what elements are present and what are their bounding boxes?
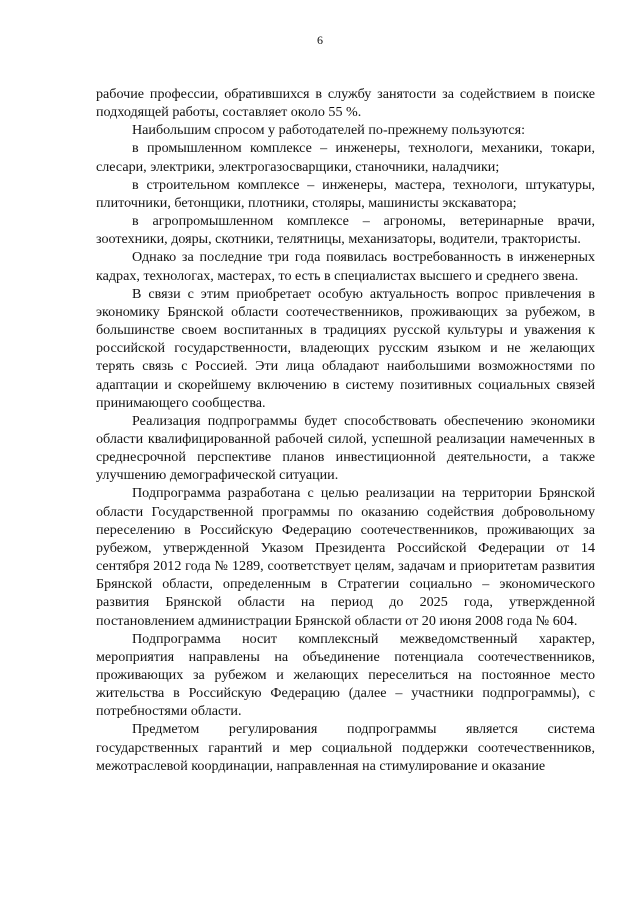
paragraph-demand-intro: Наибольшим спросом у работодателей по-прежнему пользуются:	[132, 122, 526, 139]
document-body	[96, 85, 595, 775]
paragraph-construction-complex: в строительном комплексе – инженеры, мастера, технологи, штукатуры, плиточники, бетонщики, плотники, столяры, машинисты экскаватора;	[96, 176, 595, 211]
paragraph-agro-complex: в агропромышленном комплексе – агрономы, ветеринарные врачи, зоотехники, дояры, скотники, телятницы, механизаторы, водители, трактористы.	[96, 213, 595, 248]
page-number: 6	[317, 33, 323, 47]
paragraph-subject-of-regulation: Предметом регулирования подпрограммы является система государственных гарантий и мер социальной поддержки соотечественников, межотраслевой координации, направленная на стимулирование и оказание	[96, 721, 595, 774]
paragraph-subprogram-purpose: Подпрограмма разработана с целью реализации на территории Брянской области Государственной программы по оказанию содействия добровольному переселению в Российскую Федерацию соотечественников, проживающих за рубежом, утвержденной Указом Президента Российской Федерации от 14 сентября 2012 года № 1289, соответствует целям, задачам и приоритетам развития Брянской области, определенным в Стратегии социально – экономического развития Брянской области на период до 2025 года, утвержденной постановлением администрации Брянской области от 20 июня 2008 года № 604.	[96, 485, 595, 629]
paragraph-engineering-demand: Однако за последние три года появилась востребованность в инженерных кадрах, технологах, мастерах, то есть в специалистах высшего и среднего звена.	[96, 249, 595, 284]
paragraph-subprogram-character: Подпрограмма носит комплексный межведомственный характер, мероприятия направлены на объединение потенциала соотечественников, проживающих за рубежом и желающих переселиться на постоянное место жительства в Российскую Федерацию (далее – участники подпрограммы), с потребностями области.	[96, 630, 595, 720]
paragraph-continuation: рабочие профессии, обратившихся в службу занятости за содействием в поиске подходящей работы, составляет около 55 %.	[96, 86, 595, 121]
paragraph-subprogram-implementation: Реализация подпрограммы будет способствовать обеспечению экономики области квалифицированной рабочей силой, успешной реализации намеченных в среднесрочной перспективе планов инвестиционной деятельности, а также улучшению демографической ситуации.	[96, 412, 595, 484]
paragraph-industrial-complex: в промышленном комплексе – инженеры, технологи, механики, токари, слесари, электрики, электрогазосварщики, станочники, наладчики;	[96, 140, 595, 175]
paragraph-compatriots-relevance: В связи с этим приобретает особую актуальность вопрос привлечения в экономику Брянской области соотечественников, проживающих за рубежом, в большинстве своем воспитанных в традициях русской культуры и уважения к российской государственности, владеющих русским языком и не желающих терять связь с Россией. Эти лица обладают наибольшими возможностями по адаптации и скорейшему включению в систему позитивных социальных связей принимающего сообщества.	[96, 285, 595, 411]
